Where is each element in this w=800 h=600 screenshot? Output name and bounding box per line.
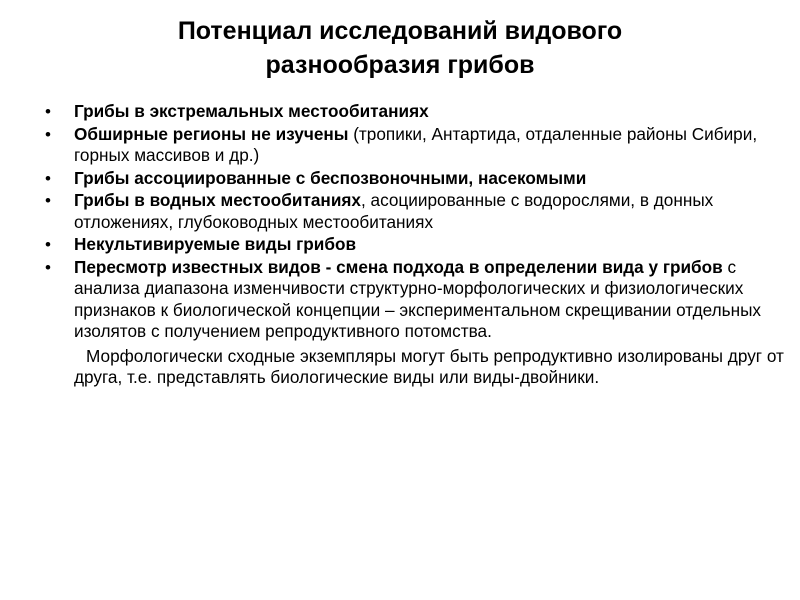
bullet-icon: • (45, 124, 51, 144)
bullet-bold-text: Обширные регионы не изучены (74, 123, 349, 144)
bullet-icon: • (45, 235, 51, 254)
bullet-icon: • (45, 102, 51, 121)
bullet-bold-text: Некультивируемые виды грибов (74, 234, 357, 254)
bullet-bold-text: Грибы ассоциированные с беспозвоночными, насекомыми (74, 167, 587, 188)
bullet-item (45, 234, 795, 256)
bullet-list (45, 101, 795, 343)
bullet-icon: • (45, 257, 51, 277)
bullet-icon: • (45, 191, 51, 210)
bullet-item (45, 257, 795, 343)
slide-content (45, 101, 795, 389)
bullet-text: , асоциированные с водорослями, в донных отложениях, глубоководных местообитаниях (74, 190, 714, 232)
bullet-bold-text: Грибы в экстремальных местообитаниях (74, 101, 429, 121)
bullet-item (45, 101, 795, 123)
bullet-icon: • (45, 168, 51, 188)
bullet-text: (тропики, Антартида, отдаленные районы Сибири, горных массивов и др.) (74, 123, 758, 165)
bullet-item (45, 190, 795, 233)
bullet-item (45, 124, 795, 167)
slide-title (0, 14, 800, 82)
bullet-item (45, 168, 795, 190)
bullet-bold-text: Пересмотр известных видов - смена подхода в определении вида у грибов (74, 256, 723, 277)
note-paragraph: Морфологически сходные экземпляры могут быть репродуктивно изолированы друг от друга, т.е. представлять биологические виды или виды-двойники. (74, 345, 784, 387)
bullet-text: с анализа диапазона изменчивости структурно-морфологических и физиологических признаков к биологической концепции – экспериментальном скрещивании отдельных изолятов с получением репродуктивного потомства. (74, 256, 762, 341)
title-line-1: Потенциал исследований видового (177, 17, 623, 45)
bullet-bold-text: Грибы в водных местообитаниях (74, 190, 361, 210)
title-line-2: разнообразия грибов (265, 51, 535, 79)
